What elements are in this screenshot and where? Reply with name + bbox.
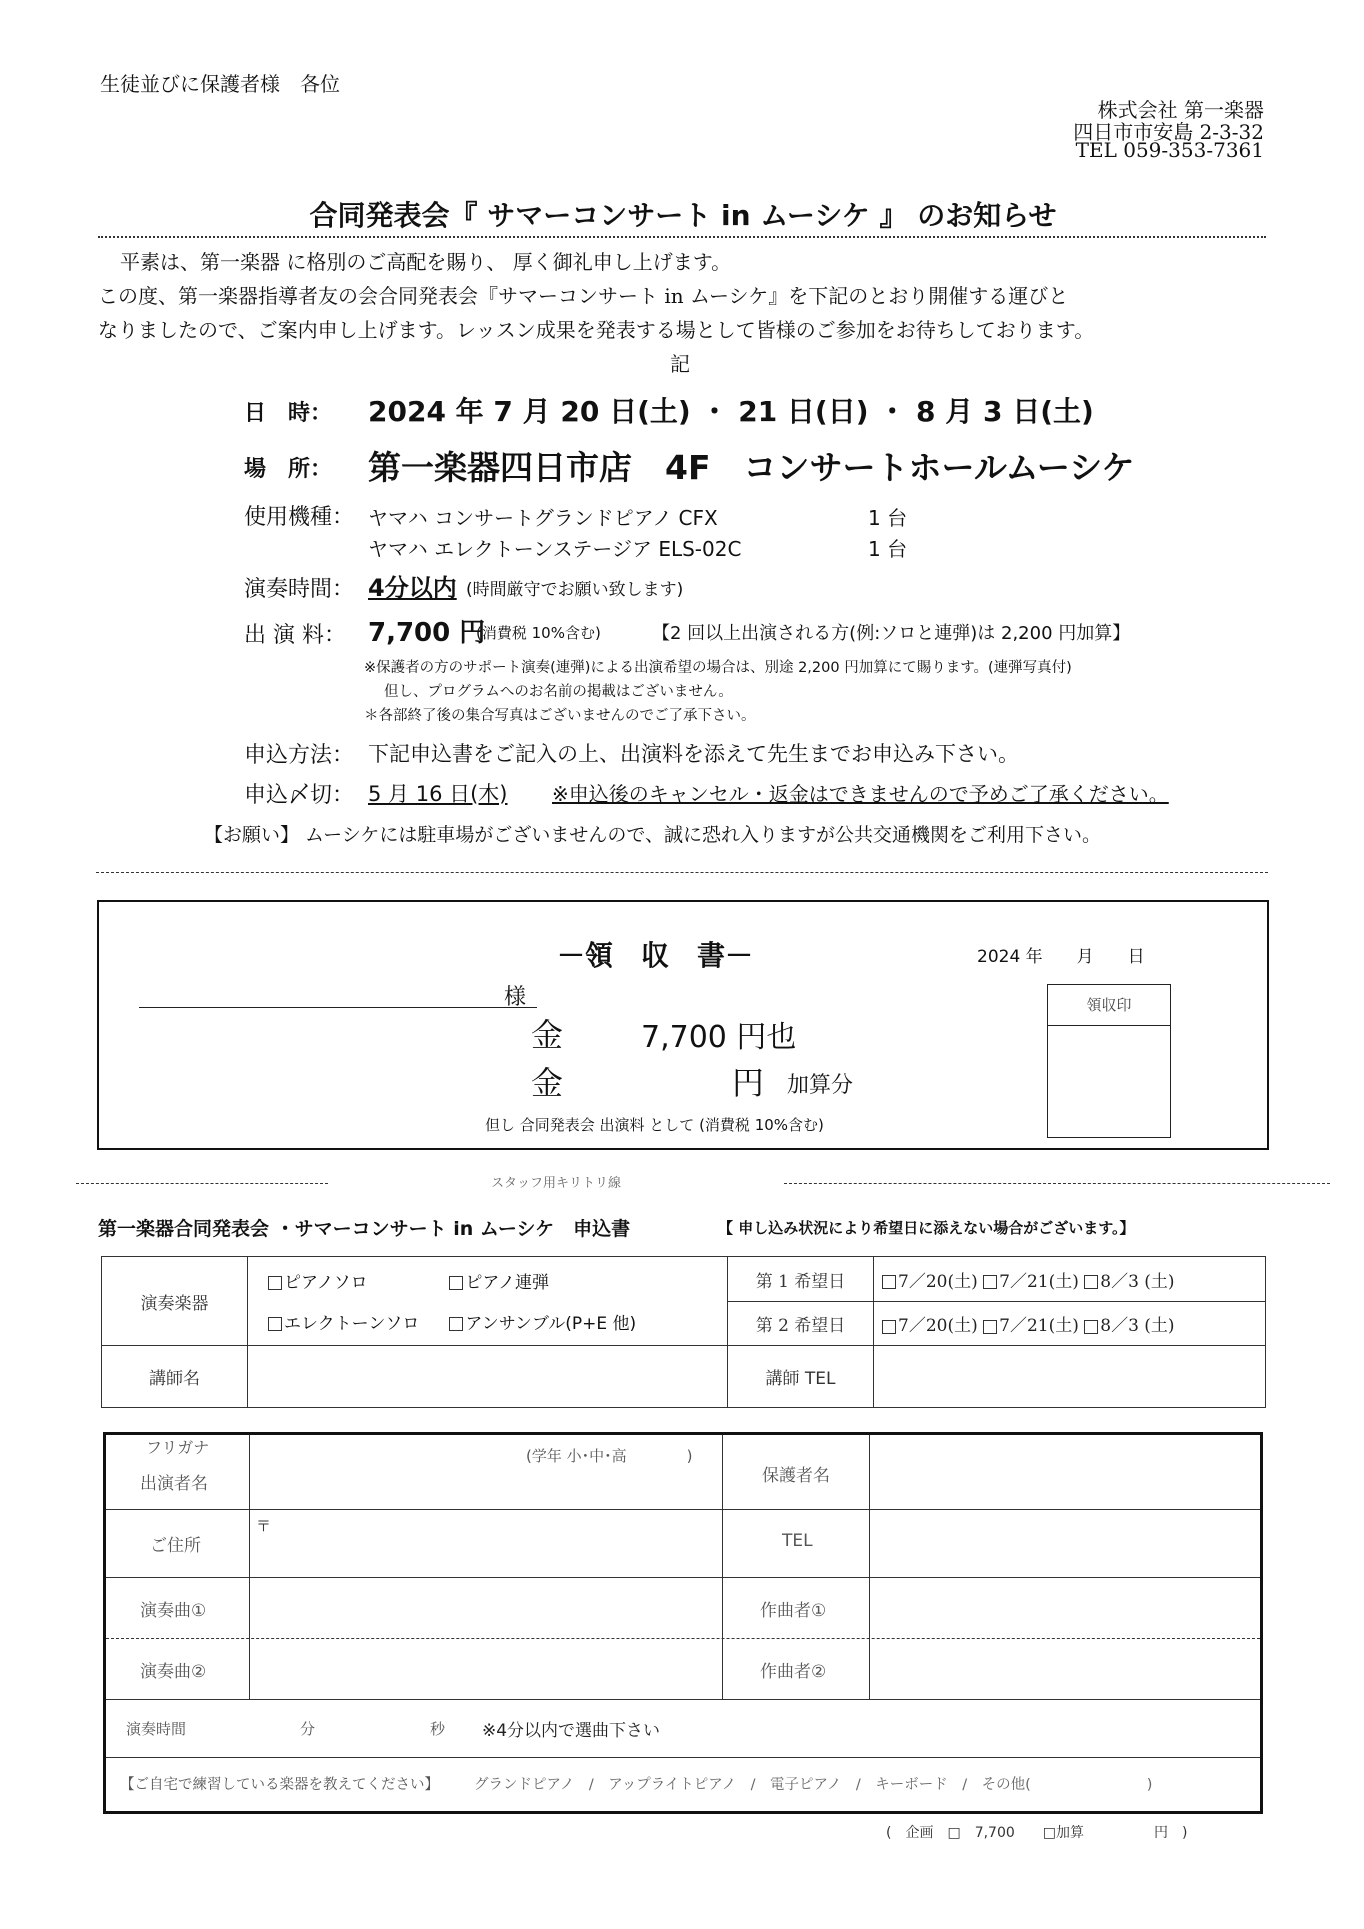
receipt-sama: 様 <box>504 985 527 1010</box>
checkbox[interactable] <box>449 1276 463 1290</box>
opt-ensemble[interactable] <box>449 1314 636 1334</box>
fee-value: 7,700 円 <box>368 618 486 648</box>
teacher-tel-field[interactable] <box>874 1346 1266 1408</box>
choice2-dates <box>874 1302 1266 1346</box>
receipt-box <box>97 900 1269 1150</box>
teacher-tel-label: 講師 TEL <box>728 1346 874 1408</box>
receipt-kin-2: 金 <box>531 1064 564 1102</box>
opt-ensemble-label: アンサンブル(P+E 他) <box>465 1314 637 1334</box>
choice2-label: 第 2 希望日 <box>728 1302 874 1346</box>
receipt-note: 但し 合同発表会 出演料 として (消費税 10%含む) <box>485 1116 824 1134</box>
title-underline <box>98 236 1266 238</box>
fee-extra: 【2 回以上出演される方(例:ソロと連弾)は 2,200 円加算】 <box>652 623 1131 644</box>
instrument-1: ヤマハ コンサートグランドピアノ CFX <box>368 506 718 530</box>
minutes-label: 分 <box>300 1720 316 1738</box>
row-divider <box>106 1638 1260 1639</box>
duration-label: 演奏時間 <box>126 1720 187 1738</box>
opt-electone[interactable] <box>268 1309 444 1334</box>
date-label: 日 時： <box>244 401 333 426</box>
checkbox[interactable] <box>882 1320 896 1334</box>
page-title: 合同発表会『 サマーコンサート in ムーシケ 』 のお知らせ <box>309 199 1057 232</box>
receipt-kin-1: 金 <box>531 1016 564 1054</box>
note-1: ※保護者の方のサポート演奏(連弾)による出演希望の場合は、別途 2,200 円加算にて賜ります。(連弾写真付) <box>364 660 1072 676</box>
opt-piano-duo-label: ピアノ連弾 <box>465 1273 550 1293</box>
fee-tax: (消費税 10%含む) <box>476 624 601 642</box>
receipt-title: －領 収 書－ <box>557 939 754 972</box>
cutline-left <box>76 1183 328 1184</box>
note-2: 但し、プログラムへのお名前の掲載はございません。 <box>384 684 733 700</box>
company-address: 四日市市安島 2-3-32 <box>1073 120 1264 144</box>
opt-piano-duo[interactable] <box>449 1273 549 1293</box>
seal-label: 領収印 <box>1048 985 1170 1026</box>
checkbox[interactable] <box>882 1275 896 1289</box>
place-value: 第一楽器四日市店 4F コンサートホールムーシケ <box>368 448 1135 487</box>
receipt-amount: 7,700 円也 <box>641 1020 797 1055</box>
opt-electone-label: エレクトーンソロ <box>284 1314 420 1334</box>
home-instrument-label: 【ご自宅で練習している楽器を教えてください】 <box>120 1777 439 1793</box>
choice2-opt-3[interactable]: 8／3 (土) <box>1084 1316 1174 1336</box>
checkbox[interactable] <box>268 1317 282 1331</box>
opt-piano-solo-label: ピアノソロ <box>284 1273 368 1293</box>
name-line <box>139 1007 537 1008</box>
time-label: 演奏時間： <box>244 577 355 602</box>
section-divider <box>96 872 1268 873</box>
choice1-opt-1[interactable]: 7／20(土) <box>882 1272 978 1292</box>
instrument-2: ヤマハ エレクトーンステージア ELS-02C <box>368 537 742 561</box>
composer1-label: 作曲者① <box>760 1601 827 1621</box>
song2-label: 演奏曲② <box>140 1662 207 1682</box>
checkbox[interactable] <box>449 1317 463 1331</box>
duration-note: ※4分以内で選曲下さい <box>482 1721 661 1741</box>
cutline-right <box>784 1183 1330 1184</box>
composer2-label: 作曲者② <box>760 1662 827 1682</box>
choice2-opt-2[interactable]: 7／21(土) <box>983 1316 1079 1336</box>
choice1-opt-2[interactable]: 7／21(土) <box>983 1272 1079 1292</box>
teacher-field[interactable] <box>248 1346 728 1408</box>
instrument-options <box>248 1257 728 1346</box>
checkbox[interactable] <box>268 1276 282 1290</box>
checkbox[interactable] <box>983 1275 997 1289</box>
checkbox[interactable] <box>1084 1275 1098 1289</box>
apply-label: 申込方法： <box>244 743 355 768</box>
time-value: 4分以内 <box>368 574 457 602</box>
col-divider <box>249 1435 250 1699</box>
choice1-opt-3[interactable]: 8／3 (土) <box>1084 1272 1174 1292</box>
receipt-date: 2024 年 月 日 <box>977 947 1145 967</box>
checkbox[interactable] <box>983 1320 997 1334</box>
intro-line-1: 平素は、第一楽器 に格別のご高配を賜り、 厚く御礼申し上げます。 <box>120 250 732 274</box>
row-divider <box>106 1577 1260 1578</box>
seconds-label: 秒 <box>430 1720 446 1738</box>
deadline-value: 5 月 16 日(木) <box>368 782 508 806</box>
teacher-label: 講師名 <box>102 1346 248 1408</box>
checkbox[interactable] <box>1084 1320 1098 1334</box>
receipt-extra: 加算分 <box>787 1073 854 1098</box>
choice1-dates <box>874 1257 1266 1302</box>
intro-line-3: なりましたので、ご案内申し上げます。レッスン成果を発表する場として皆様のご参加をお待ちしております。 <box>98 318 1095 342</box>
company-tel: TEL 059-353-7361 <box>1075 138 1264 162</box>
request-note: 【お願い】 ムーシケには駐車場がございませんので、誠に恐れ入りますが公共交通機関をご利用下さい。 <box>204 824 1101 846</box>
upper-form-table <box>101 1256 1266 1408</box>
guardian-label: 保護者名 <box>762 1466 830 1486</box>
deadline-note: ※申込後のキャンセル・返金はできませんので予めご了承ください。 <box>552 782 1169 806</box>
choice2-opt-1[interactable]: 7／20(土) <box>882 1316 978 1336</box>
instrument-label: 演奏楽器 <box>102 1257 248 1346</box>
note-3: ＊各部終了後の集合写真はございませんのでご了承下さい。 <box>364 708 756 724</box>
address-label: ご住所 <box>150 1536 201 1556</box>
col-divider <box>869 1435 870 1699</box>
row-divider <box>106 1757 1260 1758</box>
ki-mark: 記 <box>670 352 690 376</box>
performer-form <box>103 1432 1263 1814</box>
row-divider <box>106 1509 1260 1510</box>
company-name: 株式会社 第一楽器 <box>1097 98 1264 122</box>
date-value: 2024 年 7 月 20 日(土) ・ 21 日(日) ・ 8 月 3 日(土) <box>368 395 1094 428</box>
tel-label: TEL <box>782 1531 813 1551</box>
addressee: 生徒並びに保護者様 各位 <box>100 72 340 96</box>
grade-field[interactable]: (学年 小･中･高 ) <box>526 1447 693 1465</box>
home-instrument-options[interactable]: グランドピアノ / アップライトピアノ / 電子ピアノ / キーボード / その他( ) <box>474 1777 1153 1793</box>
furigana-label: フリガナ <box>146 1438 210 1457</box>
song1-label: 演奏曲① <box>140 1601 207 1621</box>
form-title: 第一楽器合同発表会 ・サマーコンサート in ムーシケ 申込書 <box>98 1218 631 1240</box>
form-title-note: 【 申し込み状況により希望日に添えない場合がございます。】 <box>718 1219 1135 1237</box>
deadline-label: 申込〆切： <box>244 783 355 808</box>
cutline-label: スタッフ用キリトリ線 <box>490 1176 621 1191</box>
performer-label: 出演者名 <box>140 1474 208 1494</box>
instrument-1-count: 1 台 <box>868 506 908 530</box>
choice1-label: 第 1 希望日 <box>728 1257 874 1302</box>
fee-label: 出 演 料： <box>244 623 346 648</box>
intro-line-2: この度、第一楽器指導者友の会合同発表会『サマーコンサート in ムーシケ』を下記のとおり開催する運びと <box>98 284 1069 308</box>
opt-piano-solo[interactable] <box>268 1268 444 1293</box>
place-label: 場 所： <box>244 457 333 482</box>
postal-mark: 〒 <box>256 1517 272 1535</box>
instrument-2-count: 1 台 <box>868 537 908 561</box>
seal-box <box>1047 984 1171 1138</box>
col-divider <box>722 1435 723 1699</box>
row-divider <box>106 1699 1260 1700</box>
office-use-footer: ( 企画 □ 7,700 □加算 円 ) <box>886 1825 1188 1841</box>
time-note: (時間厳守でお願い致します) <box>466 580 684 600</box>
receipt-yen: 円 <box>732 1064 765 1102</box>
instruments-label: 使用機種： <box>244 505 355 530</box>
apply-value: 下記申込書をご記入の上、出演料を添えて先生までお申込み下さい。 <box>368 742 1019 766</box>
